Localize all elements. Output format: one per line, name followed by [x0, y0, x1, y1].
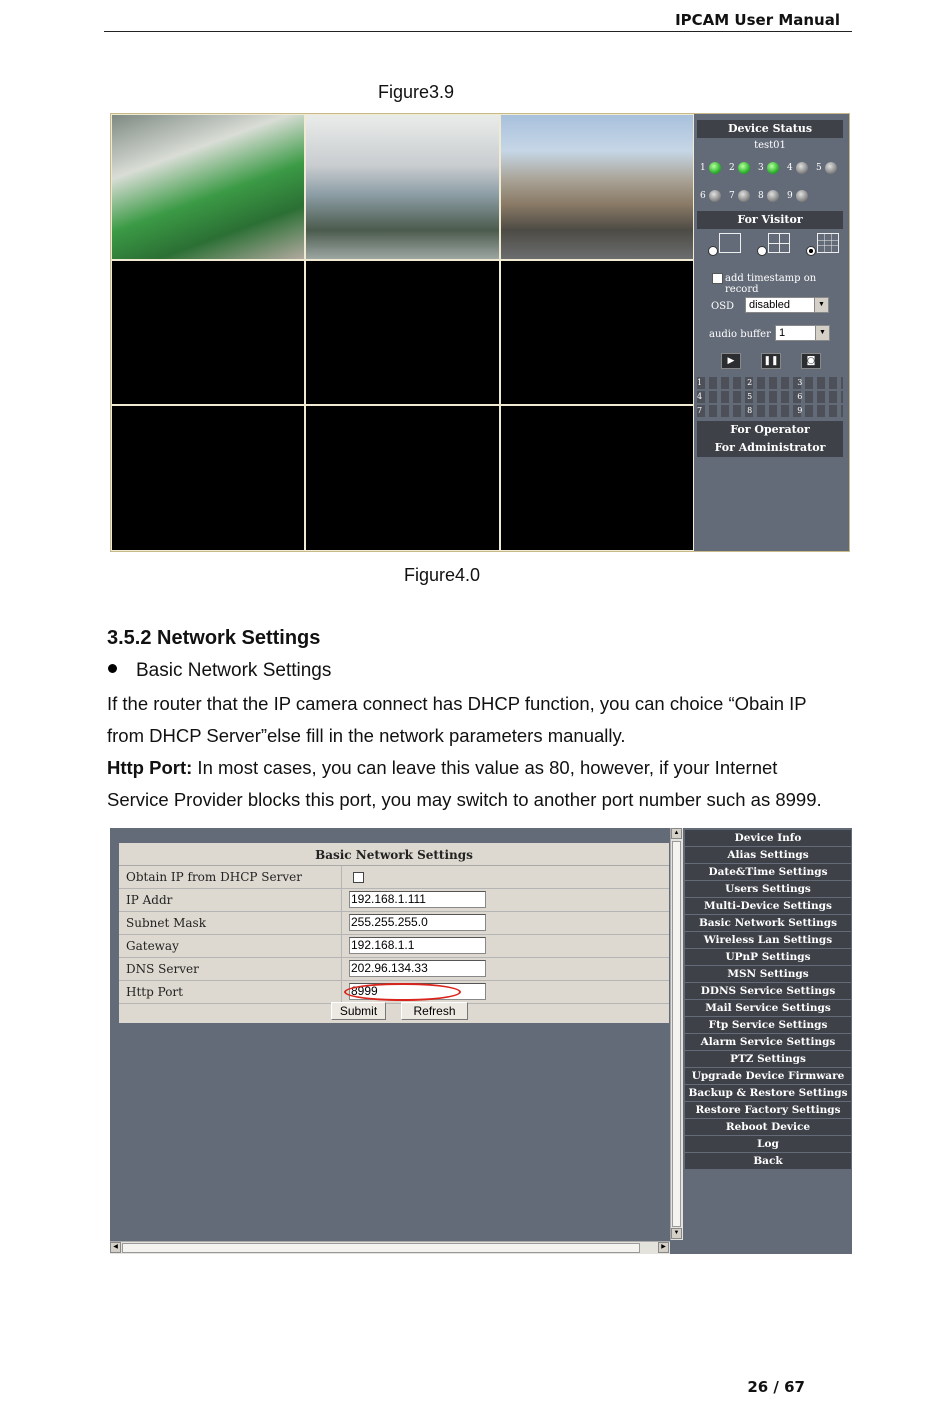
- mask-input[interactable]: 255.255.255.0: [349, 914, 486, 931]
- device-name: test01: [754, 140, 786, 151]
- mask-label: Subnet Mask: [126, 916, 206, 930]
- highlight-oval: [344, 983, 461, 1001]
- osd-value: disabled: [749, 299, 790, 311]
- gateway-row: [119, 935, 669, 958]
- audio-buffer-value: 1: [779, 327, 786, 339]
- audio-buffer-label: audio buffer: [709, 329, 771, 340]
- menu-item-ptz-settings[interactable]: PTZ Settings: [685, 1051, 851, 1067]
- ptz-channel-3: 3: [797, 378, 804, 387]
- channel-number: 5: [816, 163, 822, 173]
- camera-side-panel: [697, 116, 845, 548]
- submit-button[interactable]: Submit: [331, 1002, 386, 1020]
- for-administrator-button[interactable]: For Administrator: [697, 439, 843, 457]
- camera-feed-7[interactable]: [112, 406, 304, 550]
- layout-quad-icon: [768, 233, 790, 253]
- ptz-channel-7: 7: [697, 406, 704, 415]
- form-title: Basic Network Settings: [119, 843, 669, 866]
- menu-item-date-time-settings[interactable]: Date&Time Settings: [685, 864, 851, 880]
- ptz-channel-2: 2: [747, 378, 754, 387]
- device-status-title: Device Status: [697, 120, 843, 138]
- http-port-term: Http Port:: [107, 757, 193, 778]
- horizontal-scrollbar[interactable]: [110, 1241, 670, 1254]
- chevron-down-icon: ▼: [814, 298, 828, 312]
- layout-1-radio[interactable]: [708, 246, 718, 256]
- channel-number: 1: [700, 163, 706, 173]
- dhcp-label: Obtain IP from DHCP Server: [126, 870, 302, 884]
- dhcp-row: [119, 866, 669, 889]
- dns-input[interactable]: 202.96.134.33: [349, 960, 486, 977]
- channel-number: 4: [787, 163, 793, 173]
- http-port-row: [119, 981, 669, 1004]
- dns-label: DNS Server: [126, 962, 199, 976]
- status-led-icon: [825, 162, 837, 174]
- status-led-icon: [796, 190, 808, 202]
- section-heading: 3.5.2 Network Settings: [107, 627, 321, 649]
- menu-item-ddns-service-settings[interactable]: DDNS Service Settings: [685, 983, 851, 999]
- menu-item-device-info[interactable]: Device Info: [685, 830, 851, 846]
- column-divider: [341, 958, 342, 980]
- menu-item-mail-service-settings[interactable]: Mail Service Settings: [685, 1000, 851, 1016]
- column-divider: [341, 889, 342, 911]
- figure40-caption: Figure4.0: [404, 565, 481, 585]
- camera-feed-8[interactable]: [306, 406, 498, 550]
- column-divider: [341, 866, 342, 888]
- ip-label: IP Addr: [126, 893, 173, 907]
- paragraph-2-line-2: Service Provider blocks this port, you may switch to another port number such as 8999.: [107, 789, 822, 810]
- ptz-control-row-3[interactable]: [697, 405, 843, 417]
- play-icon[interactable]: ▶: [721, 353, 741, 369]
- channel-number: 6: [700, 191, 706, 201]
- paragraph-2-text: In most cases, you can leave this value as 80, however, if your Internet: [192, 757, 778, 778]
- dhcp-checkbox[interactable]: [353, 872, 364, 883]
- manual-header-title: IPCAM User Manual: [675, 11, 840, 29]
- camera-view-screenshot: [110, 113, 850, 552]
- horizontal-scroll-thumb[interactable]: [122, 1243, 640, 1253]
- menu-item-multi-device-settings[interactable]: Multi-Device Settings: [685, 898, 851, 914]
- camera-grid: [111, 114, 694, 551]
- paragraph-2-line-1: [107, 757, 777, 779]
- channel-number: 3: [758, 163, 764, 173]
- ptz-channel-9: 9: [797, 406, 804, 415]
- paragraph-1-line-2: from DHCP Server”else fill in the network parameters manually.: [107, 725, 626, 746]
- camera-feed-5[interactable]: [306, 261, 498, 405]
- status-led-icon: [738, 190, 750, 202]
- menu-item-users-settings[interactable]: Users Settings: [685, 881, 851, 897]
- for-visitor-title[interactable]: For Visitor: [697, 211, 843, 229]
- figure39-caption: Figure3.9: [378, 82, 455, 102]
- vertical-scroll-thumb[interactable]: [672, 841, 681, 1227]
- timestamp-label: add timestamp on record: [725, 273, 817, 295]
- status-led-icon: [709, 190, 721, 202]
- ptz-control-row-2[interactable]: [697, 391, 843, 403]
- menu-item-log[interactable]: Log: [685, 1136, 851, 1152]
- http-port-label: Http Port: [126, 985, 183, 999]
- menu-item-wireless-lan-settings[interactable]: Wireless Lan Settings: [685, 932, 851, 948]
- ptz-channel-8: 8: [747, 406, 754, 415]
- layout-4-radio[interactable]: [757, 246, 767, 256]
- channel-number: 9: [787, 191, 793, 201]
- camera-feed-4[interactable]: [112, 261, 304, 405]
- scroll-down-icon[interactable]: ▼: [671, 1228, 682, 1239]
- vertical-scrollbar[interactable]: [670, 828, 683, 1240]
- status-led-icon: [709, 162, 721, 174]
- paragraph-1-line-1: If the router that the IP camera connect has DHCP function, you can choice “Obain IP: [107, 693, 807, 714]
- ptz-channel-6: 6: [797, 392, 804, 401]
- scroll-left-icon[interactable]: ◀: [110, 1242, 121, 1253]
- ip-input[interactable]: 192.168.1.111: [349, 891, 486, 908]
- ptz-channel-4: 4: [697, 392, 704, 401]
- menu-item-back[interactable]: Back: [685, 1153, 851, 1169]
- osd-label: OSD: [711, 301, 735, 312]
- ip-row: [119, 889, 669, 912]
- camera-feed-2[interactable]: [306, 115, 498, 259]
- scroll-up-icon[interactable]: ▲: [671, 828, 682, 839]
- ptz-control-row-1[interactable]: [697, 377, 843, 389]
- osd-select[interactable]: [745, 297, 829, 313]
- timestamp-checkbox[interactable]: [712, 273, 723, 284]
- camera-feed-6[interactable]: [501, 261, 693, 405]
- header-rule: [104, 31, 852, 32]
- channel-number: 2: [729, 163, 735, 173]
- chevron-down-icon: ▼: [815, 326, 829, 340]
- ptz-channel-1: 1: [697, 378, 704, 387]
- menu-item-ftp-service-settings[interactable]: Ftp Service Settings: [685, 1017, 851, 1033]
- dns-row: [119, 958, 669, 981]
- menu-item-restore-factory-settings[interactable]: Restore Factory Settings: [685, 1102, 851, 1118]
- status-led-icon: [796, 162, 808, 174]
- scroll-right-icon[interactable]: ▶: [658, 1242, 669, 1253]
- audio-buffer-select[interactable]: [775, 325, 830, 341]
- menu-item-backup-restore-settings[interactable]: Backup & Restore Settings: [685, 1085, 851, 1101]
- channel-number: 8: [758, 191, 764, 201]
- settings-menu: [685, 830, 851, 1170]
- for-operator-button[interactable]: For Operator: [697, 421, 843, 439]
- layout-single-icon: [719, 233, 741, 253]
- status-led-icon: [738, 162, 750, 174]
- menu-item-upgrade-device-firmware[interactable]: Upgrade Device Firmware: [685, 1068, 851, 1084]
- channel-number: 7: [729, 191, 735, 201]
- bullet-text: Basic Network Settings: [136, 660, 332, 681]
- layout-9-radio[interactable]: [806, 246, 816, 256]
- bullet-dot-icon: [108, 664, 117, 673]
- network-settings-screenshot: [110, 828, 852, 1254]
- layout-nine-icon: [817, 233, 839, 253]
- gateway-input[interactable]: 192.168.1.1: [349, 937, 486, 954]
- status-led-icon: [767, 162, 779, 174]
- ptz-channel-5: 5: [747, 392, 754, 401]
- camera-feed-9[interactable]: [501, 406, 693, 550]
- mask-row: [119, 912, 669, 935]
- column-divider: [341, 935, 342, 957]
- menu-item-basic-network-settings[interactable]: Basic Network Settings: [685, 915, 851, 931]
- pause-icon[interactable]: ❚❚: [761, 353, 781, 369]
- http-port-input[interactable]: 8999: [349, 983, 486, 1000]
- camera-feed-3[interactable]: [501, 115, 693, 259]
- column-divider: [341, 981, 342, 1003]
- basic-network-form: [119, 843, 669, 1023]
- bullet-item: [108, 660, 331, 682]
- page-number: 26 / 67: [747, 1378, 805, 1396]
- menu-item-alias-settings[interactable]: Alias Settings: [685, 847, 851, 863]
- menu-item-upnp-settings[interactable]: UPnP Settings: [685, 949, 851, 965]
- refresh-button[interactable]: Refresh: [401, 1002, 468, 1020]
- status-led-icon: [767, 190, 779, 202]
- snapshot-icon[interactable]: ◙: [801, 353, 821, 369]
- column-divider: [341, 912, 342, 934]
- menu-item-alarm-service-settings[interactable]: Alarm Service Settings: [685, 1034, 851, 1050]
- camera-feed-1[interactable]: [112, 115, 304, 259]
- menu-item-msn-settings[interactable]: MSN Settings: [685, 966, 851, 982]
- menu-item-reboot-device[interactable]: Reboot Device: [685, 1119, 851, 1135]
- gateway-label: Gateway: [126, 939, 179, 953]
